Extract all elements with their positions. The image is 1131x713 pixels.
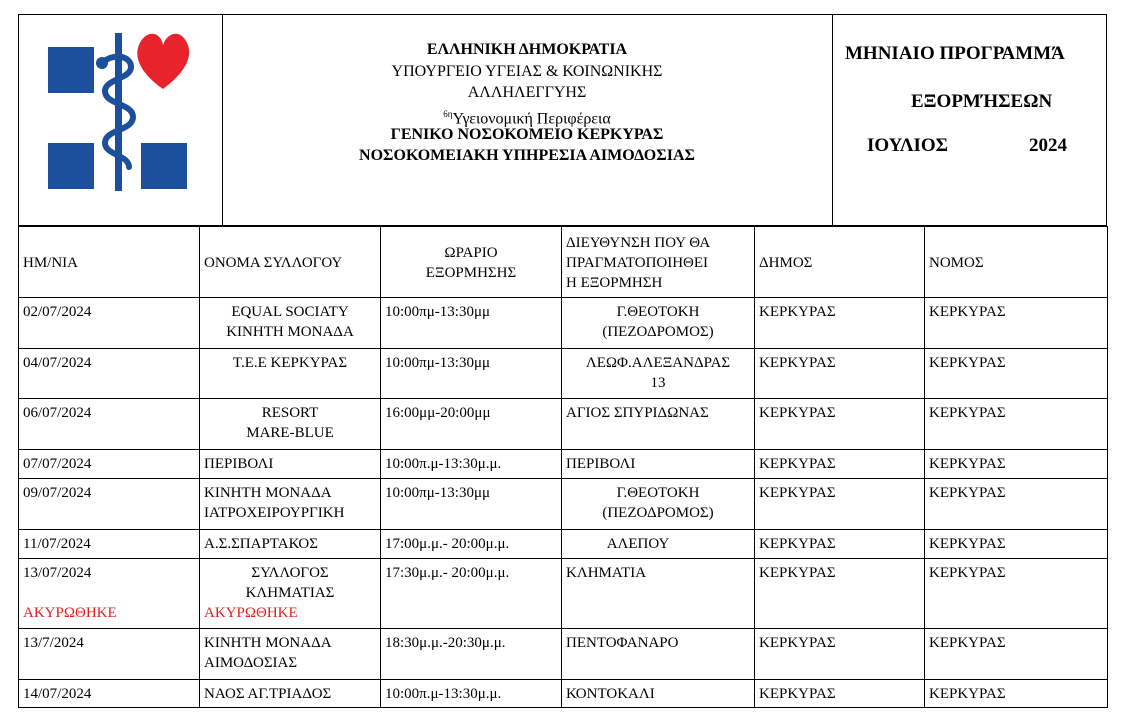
cell-club: ΣΥΛΛΟΓΟΣ ΚΛΗΜΑΤΙΑΣ ΑΚΥΡΩΘΗΚΕ <box>200 559 381 629</box>
cell-date: 09/07/2024 <box>19 479 200 530</box>
cell-club: ΠΕΡΙΒΟΛΙ <box>200 450 381 479</box>
program-subtitle: ΕΞΟΡΜΉΣΕΩΝ <box>911 91 1053 112</box>
cell-club: Α.Σ.ΣΠΑΡΤΑΚΟΣ <box>200 530 381 559</box>
cell-hours: 18:30μ.μ.-20:30μ.μ. <box>381 629 562 680</box>
header-hours: ΩΡΑΡΙΟ ΕΞΟΡΜΗΣΗΣ <box>381 227 562 298</box>
country-name: ΕΛΛΗΝΙΚΗ ΔΗΜΟΚΡΑΤΙΑ <box>426 41 628 58</box>
cell-hours: 10:00πμ-13:30μμ <box>381 298 562 349</box>
cell-address: Γ.ΘΕΟΤΟΚΗ (ΠΕΖΟΔΡΟΜΟΣ) <box>562 479 755 530</box>
cell-club: EQUAL SOCIATY ΚΙΝΗΤΗ ΜΟΝΑΔΑ <box>200 298 381 349</box>
health-region-number: 6η <box>443 109 453 119</box>
program-title: ΜΗΝΙΑΙΟ ΠΡΟΓΡΑΜΜΆ <box>845 43 1065 64</box>
table-row <box>19 680 1108 708</box>
table-row <box>19 399 1108 450</box>
table-header-row <box>19 227 1108 298</box>
service-name: ΝΟΣΟΚΟΜΕΙΑΚΗ ΥΠΗΡΕΣΙΑ ΑΙΜΟΔΟΣΙΑΣ <box>359 147 695 164</box>
table-row-cancelled <box>19 559 1108 629</box>
cell-prefecture: ΚΕΡΚΥΡΑΣ <box>925 680 1108 708</box>
cell-prefecture: ΚΕΡΚΥΡΑΣ <box>925 399 1108 450</box>
cell-address: Γ.ΘΕΟΤΟΚΗ (ΠΕΖΟΔΡΟΜΟΣ) <box>562 298 755 349</box>
header-prefecture: ΝΟΜΟΣ <box>925 227 1108 298</box>
header-club: ΟΝΟΜΑ ΣΥΛΛΟΓΟΥ <box>200 227 381 298</box>
header-date: ΗΜ/ΝΙΑ <box>19 227 200 298</box>
cancelled-note: ΑΚΥΡΩΘΗΚΕ <box>204 605 298 621</box>
cell-municipality: ΚΕΡΚΥΡΑΣ <box>755 399 925 450</box>
cell-municipality: ΚΕΡΚΥΡΑΣ <box>755 298 925 349</box>
table-row <box>19 298 1108 349</box>
cell-municipality: ΚΕΡΚΥΡΑΣ <box>755 559 925 629</box>
cell-address: ΠΕΡΙΒΟΛΙ <box>562 450 755 479</box>
cell-prefecture: ΚΕΡΚΥΡΑΣ <box>925 479 1108 530</box>
cell-prefecture: ΚΕΡΚΥΡΑΣ <box>925 629 1108 680</box>
schedule-table <box>18 226 1108 708</box>
cancelled-note: ΑΚΥΡΩΘΗΚΕ <box>23 605 117 621</box>
hospital-cross-heart-caduceus-icon <box>45 27 205 202</box>
cell-hours: 17:00μ.μ.- 20:00μ.μ. <box>381 530 562 559</box>
cell-hours: 16:00μμ-20:00μμ <box>381 399 562 450</box>
logo-cell <box>19 15 223 225</box>
cell-club: ΝΑΟΣ ΑΓ.ΤΡΙΑΔΟΣ <box>200 680 381 708</box>
cell-address: ΛΕΩΦ.ΑΛΕΞΑΝΔΡΑΣ 13 <box>562 349 755 399</box>
cell-municipality: ΚΕΡΚΥΡΑΣ <box>755 479 925 530</box>
table-row <box>19 349 1108 399</box>
cell-hours: 10:00π.μ-13:30μ.μ. <box>381 450 562 479</box>
cell-prefecture: ΚΕΡΚΥΡΑΣ <box>925 349 1108 399</box>
header-address: ΔΙΕΥΘΥΝΣΗ ΠΟΥ ΘΑ ΠΡΑΓΜΑΤΟΠΟΙΗΘΕΙ Η ΕΞΟΡΜΗΣΗ <box>562 227 755 298</box>
cell-date: 13/07/2024 ΑΚΥΡΩΘΗΚΕ <box>19 559 200 629</box>
cell-address: ΠΕΝΤΟΦΑΝΑΡΟ <box>562 629 755 680</box>
table-row <box>19 479 1108 530</box>
cell-date: 02/07/2024 <box>19 298 200 349</box>
health-region <box>222 105 832 128</box>
cell-prefecture: ΚΕΡΚΥΡΑΣ <box>925 450 1108 479</box>
cell-municipality: ΚΕΡΚΥΡΑΣ <box>755 680 925 708</box>
health-region-label: Υγειονομική Περιφέρεια <box>452 110 611 128</box>
cell-hours: 10:00πμ-13:30μμ <box>381 479 562 530</box>
cell-hours: 10:00πμ-13:30μμ <box>381 349 562 399</box>
cell-prefecture: ΚΕΡΚΥΡΑΣ <box>925 559 1108 629</box>
cell-prefecture: ΚΕΡΚΥΡΑΣ <box>925 298 1108 349</box>
cell-club: ΚΙΝΗΤΗ ΜΟΝΑΔΑ ΑΙΜΟΔΟΣΙΑΣ <box>200 629 381 680</box>
cell-club: Τ.Ε.Ε ΚΕΡΚΥΡΑΣ <box>200 349 381 399</box>
cell-municipality: ΚΕΡΚΥΡΑΣ <box>755 450 925 479</box>
cell-date: 14/07/2024 <box>19 680 200 708</box>
program-month: ΙΟΥΛΙΟΣ <box>867 135 949 156</box>
document-header <box>18 14 1107 226</box>
cell-club: ΚΙΝΗΤΗ ΜΟΝΑΔΑ ΙΑΤΡΟΧΕΙΡΟΥΡΓΙΚΗ <box>200 479 381 530</box>
ministry-name: ΥΠΟΥΡΓΕΙΟ ΥΓΕΙΑΣ & ΚΟΙΝΩΝΙΚΗΣ <box>391 63 663 80</box>
cell-date: 13/7/2024 <box>19 629 200 680</box>
cell-address: ΚΛΗΜΑΤΙΑ <box>562 559 755 629</box>
cell-address: ΚΟΝΤΟΚΑΛΙ <box>562 680 755 708</box>
ministry-name-cont: ΑΛΛΗΛΕΓΓΥΗΣ <box>467 84 587 101</box>
header-municipality: ΔΗΜΟΣ <box>755 227 925 298</box>
cell-date: 07/07/2024 <box>19 450 200 479</box>
cell-municipality: ΚΕΡΚΥΡΑΣ <box>755 349 925 399</box>
program-year: 2024 <box>1029 135 1067 156</box>
cell-date: 06/07/2024 <box>19 399 200 450</box>
cell-address: ΑΓΙΟΣ ΣΠΥΡΙΔΩΝΑΣ <box>562 399 755 450</box>
table-row <box>19 629 1108 680</box>
table-row <box>19 530 1108 559</box>
cell-date: 11/07/2024 <box>19 530 200 559</box>
cell-municipality: ΚΕΡΚΥΡΑΣ <box>755 530 925 559</box>
cell-municipality: ΚΕΡΚΥΡΑΣ <box>755 629 925 680</box>
cell-prefecture: ΚΕΡΚΥΡΑΣ <box>925 530 1108 559</box>
institution-block <box>222 15 833 225</box>
cell-hours: 17:30μ.μ.- 20:00μ.μ. <box>381 559 562 629</box>
cell-hours: 10:00π.μ-13:30μ.μ. <box>381 680 562 708</box>
program-title-block <box>832 15 1106 225</box>
table-row <box>19 450 1108 479</box>
cell-date: 04/07/2024 <box>19 349 200 399</box>
cell-address: ΑΛΕΠΟΥ <box>562 530 755 559</box>
hospital-name: ΓΕΝΙΚΟ ΝΟΣΟΚΟΜΕΙΟ ΚΕΡΚΥΡΑΣ <box>390 126 664 143</box>
cell-club: RESORT MARE-BLUE <box>200 399 381 450</box>
